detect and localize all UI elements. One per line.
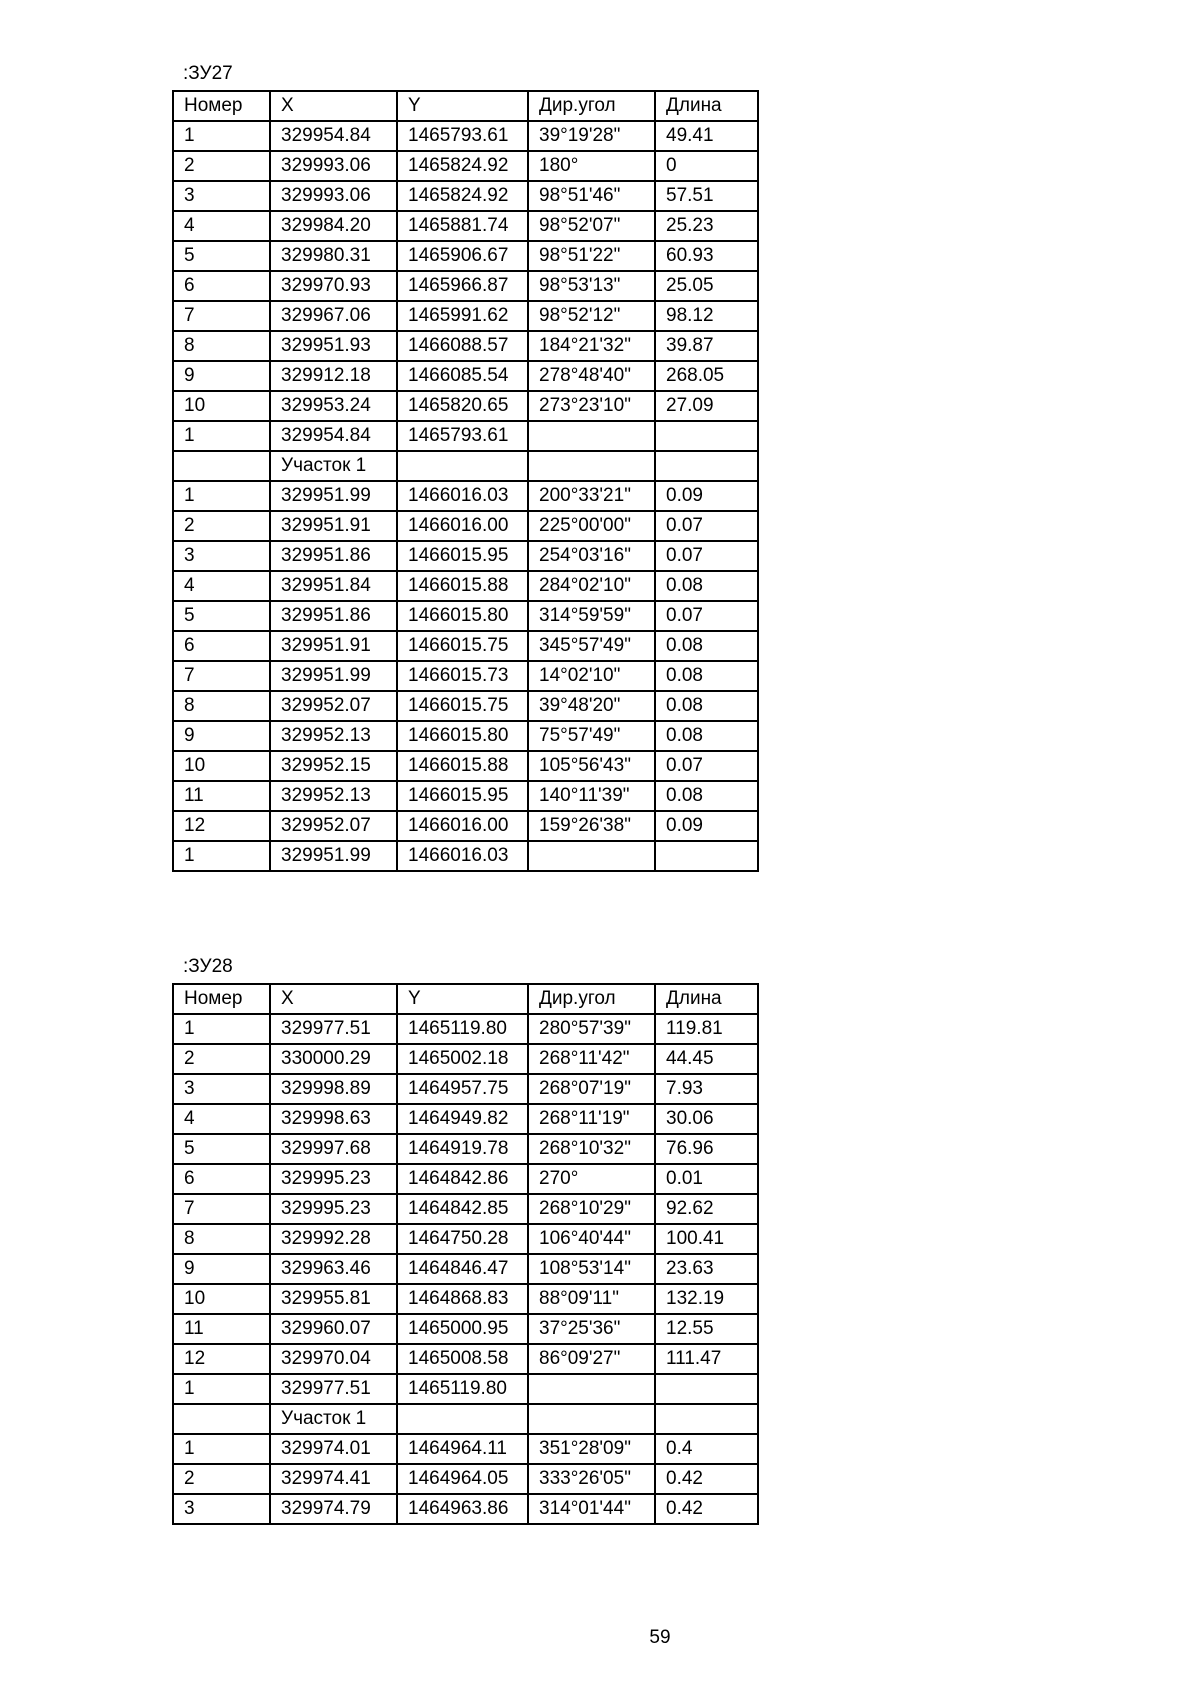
cell-length: 0.07 — [655, 751, 758, 781]
cell-x: 329952.07 — [270, 811, 397, 841]
cell-number: 12 — [173, 811, 270, 841]
cell-number: 4 — [173, 211, 270, 241]
table-row — [173, 841, 758, 871]
column-header-y: Y — [397, 984, 528, 1014]
table-row — [173, 1104, 758, 1134]
cell-y: 1466016.03 — [397, 481, 528, 511]
table-row — [173, 1254, 758, 1284]
table-row — [173, 691, 758, 721]
cell-length: 39.87 — [655, 331, 758, 361]
table-row — [173, 721, 758, 751]
cell-direction-angle: 98°52'12" — [528, 301, 655, 331]
cell-number: 3 — [173, 541, 270, 571]
cell-direction-angle: 268°10'29" — [528, 1194, 655, 1224]
cell-length: 57.51 — [655, 181, 758, 211]
cell-x: 329960.07 — [270, 1314, 397, 1344]
cell-direction-angle: 254°03'16" — [528, 541, 655, 571]
cell-length — [655, 421, 758, 451]
table-row — [173, 1314, 758, 1344]
table-row — [173, 1374, 758, 1404]
cell-x: 329995.23 — [270, 1164, 397, 1194]
table-header-row — [173, 91, 758, 121]
cell-length: 111.47 — [655, 1344, 758, 1374]
cell-number: 11 — [173, 781, 270, 811]
cell-number: 4 — [173, 571, 270, 601]
table-row — [173, 451, 758, 481]
cell-number: 2 — [173, 511, 270, 541]
table-row — [173, 811, 758, 841]
coordinates-table-zu28 — [172, 983, 759, 1525]
cell-direction-angle: 284°02'10" — [528, 571, 655, 601]
cell-length: 0.42 — [655, 1464, 758, 1494]
table-row — [173, 331, 758, 361]
cell-direction-angle — [528, 451, 655, 481]
section-label-zu28: :ЗУ28 — [183, 956, 233, 977]
cell-direction-angle: 225°00'00" — [528, 511, 655, 541]
table-row — [173, 631, 758, 661]
cell-x: 329992.28 — [270, 1224, 397, 1254]
table-row — [173, 1044, 758, 1074]
cell-direction-angle: 184°21'32" — [528, 331, 655, 361]
cell-direction-angle: 98°52'07" — [528, 211, 655, 241]
cell-y: 1466015.75 — [397, 631, 528, 661]
cell-direction-angle — [528, 421, 655, 451]
cell-x: 329951.84 — [270, 571, 397, 601]
cell-number: 3 — [173, 1494, 270, 1524]
cell-x: 329953.24 — [270, 391, 397, 421]
table-row — [173, 781, 758, 811]
cell-number: 2 — [173, 151, 270, 181]
cell-y — [397, 451, 528, 481]
cell-x: 329951.86 — [270, 541, 397, 571]
cell-y: 1464842.85 — [397, 1194, 528, 1224]
cell-y: 1465119.80 — [397, 1014, 528, 1044]
table-row — [173, 1134, 758, 1164]
cell-number: 6 — [173, 1164, 270, 1194]
cell-direction-angle: 86°09'27" — [528, 1344, 655, 1374]
column-header-x: X — [270, 91, 397, 121]
cell-x: Участок 1 — [270, 451, 397, 481]
cell-y: 1466015.80 — [397, 721, 528, 751]
cell-number: 5 — [173, 601, 270, 631]
cell-length: 25.23 — [655, 211, 758, 241]
cell-number: 7 — [173, 661, 270, 691]
cell-length: 0.4 — [655, 1434, 758, 1464]
cell-direction-angle: 278°48'40" — [528, 361, 655, 391]
cell-length: 0.08 — [655, 631, 758, 661]
cell-number: 12 — [173, 1344, 270, 1374]
cell-direction-angle — [528, 1374, 655, 1404]
cell-y: 1465824.92 — [397, 181, 528, 211]
cell-y — [397, 1404, 528, 1434]
table-header-row — [173, 984, 758, 1014]
cell-length: 0.42 — [655, 1494, 758, 1524]
cell-number: 9 — [173, 721, 270, 751]
cell-length: 30.06 — [655, 1104, 758, 1134]
cell-length — [655, 1404, 758, 1434]
column-header-y: Y — [397, 91, 528, 121]
cell-direction-angle: 314°59'59" — [528, 601, 655, 631]
cell-direction-angle: 140°11'39" — [528, 781, 655, 811]
cell-length: 100.41 — [655, 1224, 758, 1254]
table-row — [173, 1014, 758, 1044]
cell-length: 0.08 — [655, 571, 758, 601]
cell-x: 329955.81 — [270, 1284, 397, 1314]
cell-number: 2 — [173, 1044, 270, 1074]
cell-x: 329963.46 — [270, 1254, 397, 1284]
table-row — [173, 1224, 758, 1254]
cell-length: 27.09 — [655, 391, 758, 421]
cell-number: 11 — [173, 1314, 270, 1344]
cell-y: 1465119.80 — [397, 1374, 528, 1404]
cell-direction-angle: 268°11'42" — [528, 1044, 655, 1074]
cell-length: 268.05 — [655, 361, 758, 391]
table-row — [173, 751, 758, 781]
cell-x: 329952.15 — [270, 751, 397, 781]
cell-number: 10 — [173, 751, 270, 781]
cell-length: 0.07 — [655, 541, 758, 571]
cell-length: 0.01 — [655, 1164, 758, 1194]
table-row — [173, 271, 758, 301]
cell-length: 0 — [655, 151, 758, 181]
cell-length: 25.05 — [655, 271, 758, 301]
cell-x: 329954.84 — [270, 121, 397, 151]
cell-length — [655, 1374, 758, 1404]
cell-direction-angle: 98°51'46" — [528, 181, 655, 211]
cell-y: 1466016.00 — [397, 811, 528, 841]
table-row — [173, 1434, 758, 1464]
cell-length: 49.41 — [655, 121, 758, 151]
table-row — [173, 481, 758, 511]
cell-x: 329974.41 — [270, 1464, 397, 1494]
cell-x: 329974.01 — [270, 1434, 397, 1464]
cell-number: 1 — [173, 1374, 270, 1404]
table-row — [173, 361, 758, 391]
cell-number: 1 — [173, 841, 270, 871]
cell-number: 8 — [173, 331, 270, 361]
cell-direction-angle: 108°53'14" — [528, 1254, 655, 1284]
cell-x: 329977.51 — [270, 1014, 397, 1044]
cell-y: 1465820.65 — [397, 391, 528, 421]
cell-x: 329951.91 — [270, 511, 397, 541]
table-row — [173, 421, 758, 451]
table-row — [173, 1404, 758, 1434]
cell-x: 329974.79 — [270, 1494, 397, 1524]
cell-y: 1464846.47 — [397, 1254, 528, 1284]
cell-y: 1464963.86 — [397, 1494, 528, 1524]
column-header-x: X — [270, 984, 397, 1014]
table-row — [173, 121, 758, 151]
table-row — [173, 571, 758, 601]
cell-direction-angle: 268°11'19" — [528, 1104, 655, 1134]
cell-x: 329970.93 — [270, 271, 397, 301]
cell-number — [173, 451, 270, 481]
table-row — [173, 181, 758, 211]
cell-x: 329967.06 — [270, 301, 397, 331]
cell-direction-angle: 105°56'43" — [528, 751, 655, 781]
column-header-direction-angle: Дир.угол — [528, 984, 655, 1014]
cell-y: 1466015.88 — [397, 751, 528, 781]
cell-length: 98.12 — [655, 301, 758, 331]
cell-length: 44.45 — [655, 1044, 758, 1074]
cell-x: 329998.63 — [270, 1104, 397, 1134]
cell-y: 1466015.75 — [397, 691, 528, 721]
cell-length: 0.08 — [655, 661, 758, 691]
cell-y: 1466015.95 — [397, 781, 528, 811]
cell-number: 3 — [173, 181, 270, 211]
cell-number: 5 — [173, 1134, 270, 1164]
cell-direction-angle: 39°48'20" — [528, 691, 655, 721]
cell-number: 8 — [173, 1224, 270, 1254]
cell-number: 9 — [173, 361, 270, 391]
cell-y: 1466015.88 — [397, 571, 528, 601]
cell-y: 1464868.83 — [397, 1284, 528, 1314]
cell-number: 1 — [173, 1434, 270, 1464]
cell-number: 3 — [173, 1074, 270, 1104]
cell-y: 1466016.03 — [397, 841, 528, 871]
cell-number: 1 — [173, 1014, 270, 1044]
cell-x: 329952.07 — [270, 691, 397, 721]
column-header-length: Длина — [655, 91, 758, 121]
cell-length: 7.93 — [655, 1074, 758, 1104]
cell-direction-angle: 280°57'39" — [528, 1014, 655, 1044]
cell-y: 1464957.75 — [397, 1074, 528, 1104]
table-row — [173, 241, 758, 271]
section-label-zu27: :ЗУ27 — [183, 63, 233, 84]
table-row — [173, 1074, 758, 1104]
cell-length: 76.96 — [655, 1134, 758, 1164]
cell-length: 0.09 — [655, 811, 758, 841]
cell-number: 5 — [173, 241, 270, 271]
table-row — [173, 151, 758, 181]
cell-x: 329912.18 — [270, 361, 397, 391]
cell-direction-angle — [528, 1404, 655, 1434]
table-row — [173, 1194, 758, 1224]
cell-y: 1464842.86 — [397, 1164, 528, 1194]
cell-y: 1464964.05 — [397, 1464, 528, 1494]
cell-direction-angle: 106°40'44" — [528, 1224, 655, 1254]
table-row — [173, 1284, 758, 1314]
cell-length — [655, 841, 758, 871]
cell-number: 6 — [173, 631, 270, 661]
cell-direction-angle: 351°28'09" — [528, 1434, 655, 1464]
cell-x: 329951.86 — [270, 601, 397, 631]
cell-y: 1465793.61 — [397, 421, 528, 451]
cell-y: 1465991.62 — [397, 301, 528, 331]
cell-x: 329995.23 — [270, 1194, 397, 1224]
cell-x: Участок 1 — [270, 1404, 397, 1434]
cell-y: 1465881.74 — [397, 211, 528, 241]
cell-number: 7 — [173, 1194, 270, 1224]
cell-number — [173, 1404, 270, 1434]
cell-y: 1465966.87 — [397, 271, 528, 301]
cell-y: 1466015.73 — [397, 661, 528, 691]
cell-direction-angle: 268°10'32" — [528, 1134, 655, 1164]
cell-number: 8 — [173, 691, 270, 721]
cell-y: 1464919.78 — [397, 1134, 528, 1164]
cell-direction-angle: 37°25'36" — [528, 1314, 655, 1344]
cell-direction-angle: 159°26'38" — [528, 811, 655, 841]
cell-length: 0.08 — [655, 781, 758, 811]
cell-length: 23.63 — [655, 1254, 758, 1284]
table-row — [173, 541, 758, 571]
coordinates-table-zu27 — [172, 90, 759, 872]
cell-direction-angle: 268°07'19" — [528, 1074, 655, 1104]
cell-direction-angle: 14°02'10" — [528, 661, 655, 691]
cell-x: 329998.89 — [270, 1074, 397, 1104]
cell-length: 119.81 — [655, 1014, 758, 1044]
table-row — [173, 1494, 758, 1524]
page-number: 59 — [649, 1627, 671, 1648]
cell-direction-angle: 98°53'13" — [528, 271, 655, 301]
cell-number: 10 — [173, 391, 270, 421]
cell-y: 1466085.54 — [397, 361, 528, 391]
cell-x: 329951.99 — [270, 481, 397, 511]
cell-number: 9 — [173, 1254, 270, 1284]
cell-length: 132.19 — [655, 1284, 758, 1314]
cell-y: 1466015.80 — [397, 601, 528, 631]
cell-direction-angle: 88°09'11" — [528, 1284, 655, 1314]
cell-y: 1466015.95 — [397, 541, 528, 571]
cell-x: 329993.06 — [270, 181, 397, 211]
cell-x: 329977.51 — [270, 1374, 397, 1404]
cell-direction-angle: 98°51'22" — [528, 241, 655, 271]
cell-x: 329954.84 — [270, 421, 397, 451]
column-header-number: Номер — [173, 91, 270, 121]
cell-x: 329951.91 — [270, 631, 397, 661]
cell-length: 0.07 — [655, 601, 758, 631]
cell-direction-angle: 273°23'10" — [528, 391, 655, 421]
cell-direction-angle: 39°19'28" — [528, 121, 655, 151]
table-row — [173, 301, 758, 331]
cell-number: 7 — [173, 301, 270, 331]
cell-x: 329980.31 — [270, 241, 397, 271]
cell-x: 329951.93 — [270, 331, 397, 361]
cell-x: 329952.13 — [270, 721, 397, 751]
cell-number: 6 — [173, 271, 270, 301]
cell-x: 329951.99 — [270, 841, 397, 871]
cell-y: 1465906.67 — [397, 241, 528, 271]
cell-x: 329984.20 — [270, 211, 397, 241]
cell-direction-angle: 333°26'05" — [528, 1464, 655, 1494]
cell-length: 0.08 — [655, 691, 758, 721]
cell-y: 1464750.28 — [397, 1224, 528, 1254]
cell-y: 1464964.11 — [397, 1434, 528, 1464]
cell-direction-angle: 75°57'49" — [528, 721, 655, 751]
cell-x: 329970.04 — [270, 1344, 397, 1374]
cell-y: 1465008.58 — [397, 1344, 528, 1374]
cell-y: 1465000.95 — [397, 1314, 528, 1344]
cell-y: 1466016.00 — [397, 511, 528, 541]
table-row — [173, 1464, 758, 1494]
cell-length: 0.09 — [655, 481, 758, 511]
table-row — [173, 511, 758, 541]
table-row — [173, 601, 758, 631]
column-header-length: Длина — [655, 984, 758, 1014]
cell-number: 1 — [173, 481, 270, 511]
cell-length: 60.93 — [655, 241, 758, 271]
cell-x: 329951.99 — [270, 661, 397, 691]
column-header-number: Номер — [173, 984, 270, 1014]
table-row — [173, 211, 758, 241]
cell-direction-angle: 270° — [528, 1164, 655, 1194]
cell-y: 1466088.57 — [397, 331, 528, 361]
column-header-direction-angle: Дир.угол — [528, 91, 655, 121]
cell-direction-angle — [528, 841, 655, 871]
cell-y: 1465824.92 — [397, 151, 528, 181]
table-row — [173, 661, 758, 691]
cell-number: 1 — [173, 121, 270, 151]
cell-number: 2 — [173, 1464, 270, 1494]
cell-direction-angle: 180° — [528, 151, 655, 181]
table-row — [173, 1164, 758, 1194]
cell-x: 329993.06 — [270, 151, 397, 181]
cell-y: 1465002.18 — [397, 1044, 528, 1074]
cell-number: 10 — [173, 1284, 270, 1314]
cell-x: 330000.29 — [270, 1044, 397, 1074]
cell-direction-angle: 200°33'21" — [528, 481, 655, 511]
cell-length: 92.62 — [655, 1194, 758, 1224]
cell-length: 0.07 — [655, 511, 758, 541]
cell-length: 12.55 — [655, 1314, 758, 1344]
cell-y: 1465793.61 — [397, 121, 528, 151]
table-row — [173, 391, 758, 421]
cell-x: 329997.68 — [270, 1134, 397, 1164]
cell-x: 329952.13 — [270, 781, 397, 811]
cell-direction-angle: 314°01'44" — [528, 1494, 655, 1524]
cell-direction-angle: 345°57'49" — [528, 631, 655, 661]
cell-y: 1464949.82 — [397, 1104, 528, 1134]
cell-length: 0.08 — [655, 721, 758, 751]
cell-length — [655, 451, 758, 481]
table-row — [173, 1344, 758, 1374]
cell-number: 1 — [173, 421, 270, 451]
cell-number: 4 — [173, 1104, 270, 1134]
